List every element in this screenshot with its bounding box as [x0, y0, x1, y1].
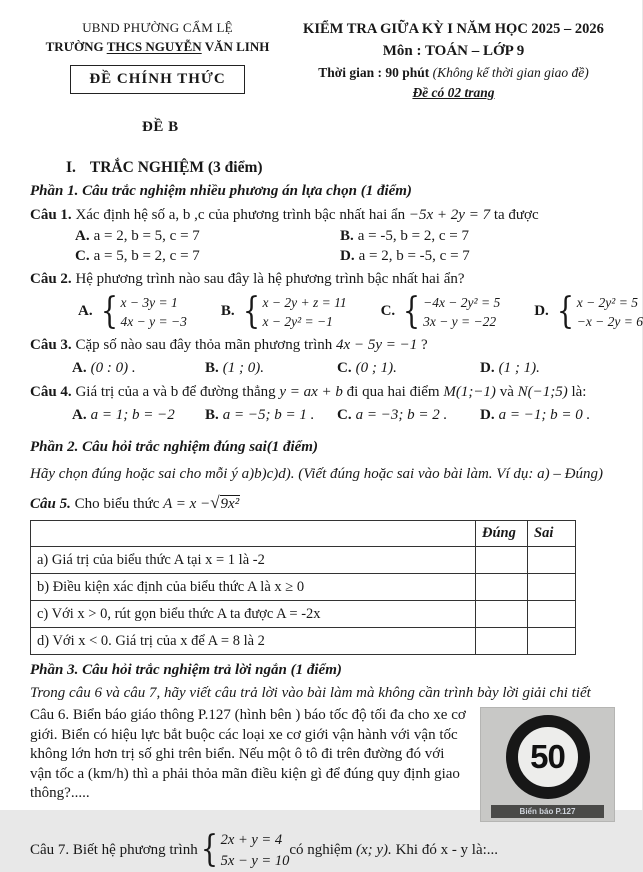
org2-post: VĂN LINH [201, 38, 270, 54]
system-a-eq2: 4x − y = −3 [120, 314, 187, 330]
question-2-text: Hệ phương trình nào sau đây là hệ phương trình bậc nhất hai ẩn? [71, 271, 465, 288]
true-false-table [30, 520, 576, 655]
system-a-eq1: x − 3y = 1 [120, 294, 178, 310]
option-3d-letter: D. [480, 360, 495, 377]
column-header-false: Sai [528, 521, 576, 547]
org-name-line1: UBND PHƯỜNG CẨM LỆ [82, 20, 233, 35]
question-7-eq2: 5x − y = 10 [220, 852, 290, 869]
column-header-true: Đúng [476, 521, 528, 547]
part2-instruction: Hãy chọn đúng hoặc sai cho mỗi ý a)b)c)d). (Viết đúng hoặc sai vào bài làm. Ví dụ: a) – Đúng) [30, 466, 603, 483]
pages-note: Đề có 02 trang [412, 84, 495, 100]
statement-a: a) Giá trị của biểu thức A tại x = 1 là -2 [31, 547, 476, 574]
option-1a-text: a = 2, b = 5, c = 7 [93, 228, 200, 245]
question-4-text-mid2: và [495, 383, 518, 400]
speed-limit-sign-image [481, 708, 614, 821]
option-1c [75, 247, 340, 267]
question-7-eq1: 2x + y = 4 [220, 831, 283, 848]
left-brace: { [556, 290, 574, 332]
question-3-options [30, 359, 614, 379]
header-left-org [30, 20, 285, 101]
question-7-solution-pair: (x; y). [356, 841, 392, 858]
question-7 [30, 830, 614, 872]
option-3d [480, 359, 614, 379]
question-6-label: Câu 6. [30, 707, 70, 724]
statement-c: c) Với x > 0, rút gọn biểu thức A ta được A = -2x [31, 601, 476, 628]
table-row [31, 628, 576, 655]
exam-title: KIỂM TRA GIỮA KỲ I NĂM HỌC 2025 – 2026 [303, 21, 604, 37]
org-name-line2 [30, 39, 285, 56]
option-1a-letter: A. [75, 228, 90, 245]
speed-limit-circle [506, 715, 590, 799]
option-3c-text: (0 ; 1). [355, 360, 397, 377]
question-7-text-mid: có nghiệm [289, 841, 356, 858]
part3-instruction: Trong câu 6 và câu 7, hãy viết câu trả lời vào bài làm mà không cần trình bày lời giải chi tiết [30, 684, 591, 701]
system-a-letter: A. [78, 303, 93, 320]
question-4 [30, 383, 614, 403]
document-header [30, 20, 614, 101]
system-option-b [220, 290, 347, 332]
time-italic: (Không kể thời gian giao đề) [432, 65, 589, 81]
option-4c-text: a = −3; b = 2 . [355, 407, 448, 424]
table-row [31, 574, 576, 601]
option-1c-text: a = 5, b = 2, c = 7 [93, 247, 200, 264]
option-1c-letter: C. [75, 247, 90, 264]
org2-underlined: THCS NGUYỄN [106, 38, 202, 54]
system-b-letter: B. [220, 303, 235, 320]
system-option-c [380, 290, 501, 332]
question-4-label: Câu 4. [30, 383, 72, 400]
option-4c [337, 406, 480, 426]
question-4-options [30, 406, 614, 426]
table-row [31, 547, 576, 574]
system-option-a [78, 290, 187, 332]
question-4-text-mid1: đi qua hai điểm [342, 383, 444, 400]
exam-code: ĐỀ B [142, 119, 179, 136]
system-c-eq1: −4x − 2y² = 5 [423, 294, 501, 310]
question-3-text-post: ? [417, 336, 428, 353]
sign-caption: Biển báo P.127 [491, 805, 604, 818]
option-3a [72, 359, 205, 379]
question-1-label: Câu 1. [30, 206, 72, 223]
question-3 [30, 336, 614, 356]
question-7-text-post: Khi đó x - y là:... [391, 841, 499, 858]
false-cell-d[interactable] [528, 628, 576, 655]
system-c-eq2: 3x − y = −22 [423, 314, 497, 330]
option-3b-text: (1 ; 0). [222, 360, 265, 377]
option-1d-text: a = 2, b = -5, c = 7 [358, 247, 470, 264]
question-4-math3: N(−1;5) [517, 383, 568, 400]
true-cell-c[interactable] [476, 601, 528, 628]
question-4-math2: M(1;−1) [443, 383, 496, 400]
question-7-tail [289, 841, 498, 861]
option-4a-text: a = 1; b = −2 [90, 407, 175, 424]
part3-heading: Phần 3. Câu hỏi trắc nghiệm trả lời ngắn (1 điểm) [30, 662, 342, 679]
system-b-eq2: x − 2y² = −1 [262, 314, 333, 330]
system-d-eq2: −x − 2y = 6 [576, 314, 643, 330]
option-4b-text: a = −5; b = 1 . [222, 407, 315, 424]
statement-d: d) Với x < 0. Giá trị của x để A = 8 là 2 [31, 628, 476, 655]
option-4b-letter: B. [205, 407, 219, 424]
option-1d-letter: D. [340, 247, 355, 264]
question-1-options [30, 227, 614, 266]
question-7-equations [221, 830, 290, 872]
left-brace: { [242, 290, 260, 332]
option-3c-letter: C. [337, 360, 352, 377]
official-exam-box: ĐỀ CHÍNH THỨC [70, 65, 244, 95]
part2-heading: Phần 2. Câu hỏi trắc nghiệm đúng sai(1 điểm) [30, 438, 318, 455]
question-2 [30, 270, 614, 290]
time-bold: Thời gian : 90 phút [318, 65, 433, 81]
option-3c [337, 359, 480, 379]
left-brace: { [100, 290, 118, 332]
table-row [31, 601, 576, 628]
radicand: 9x² [220, 495, 240, 512]
system-a-equations [121, 293, 187, 332]
option-4a [72, 406, 205, 426]
option-1b [340, 227, 614, 247]
option-4d [480, 406, 614, 426]
option-4d-text: a = −1; b = 0 . [498, 407, 591, 424]
question-7-label-wrap [30, 841, 198, 861]
system-option-d [534, 290, 643, 332]
question-5-formula [163, 492, 240, 512]
true-cell-b[interactable] [476, 574, 528, 601]
exam-time [293, 64, 614, 82]
question-4-text-pre: Giá trị của a và b để đường thẳng [71, 383, 280, 400]
option-3a-letter: A. [72, 360, 87, 377]
question-1 [30, 206, 614, 226]
question-4-text-post: là: [567, 383, 587, 400]
option-4d-letter: D. [480, 407, 495, 424]
statement-b: b) Điều kiện xác định của biểu thức A là x ≥ 0 [31, 574, 476, 601]
question-1-text-post: ta được [490, 206, 539, 223]
header-right-exam-info [285, 20, 614, 101]
speed-limit-value: 50 [530, 737, 565, 775]
system-d-eq1: x − 2y² = 5 [576, 294, 638, 310]
left-brace: { [200, 829, 218, 871]
radical-sign: √ [210, 492, 220, 512]
table-header-row [31, 521, 576, 547]
system-b-equations [263, 293, 347, 332]
org2-pre: TRƯỜNG [45, 38, 107, 54]
false-cell-b[interactable] [528, 574, 576, 601]
question-5-text: Cho biểu thức [70, 495, 164, 512]
true-cell-a[interactable] [476, 547, 528, 574]
section1-number: I. [66, 158, 76, 176]
question-4-math1: y = ax + b [279, 383, 343, 400]
section1-title [66, 158, 614, 178]
option-1d [340, 247, 614, 267]
question-3-equation: 4x − 5y = −1 [336, 336, 418, 353]
part1-heading: Phần 1. Câu trắc nghiệm nhiều phương án lựa chọn (1 điểm) [30, 183, 412, 200]
question-6-text: Biển báo giáo thông P.127 (hình bên ) báo tốc độ tối đa cho xe cơ giới. Biển có hiệu lực bắt buộc các loại xe cơ giới vận hành với vận tốc không lớn hơn trị số ghi trên biển. Nếu một ô tô đi trên đường đó với vận tốc a (km/h) thì a phải thỏa mãn điều kiện gì để đúng quy định giao thông?..... [30, 707, 466, 802]
question-2-label: Câu 2. [30, 271, 72, 288]
section1-text: TRẮC NGHIỆM (3 điểm) [89, 158, 263, 176]
option-1b-letter: B. [340, 228, 354, 245]
question-5 [30, 492, 614, 515]
formula-pre: A = x − [163, 495, 211, 512]
statement-header-empty [31, 521, 476, 547]
question-7-label: Câu 7. [30, 841, 70, 858]
system-b-eq1: x − 2y + z = 11 [262, 294, 347, 310]
system-c-equations [423, 293, 500, 332]
false-cell-a[interactable] [528, 547, 576, 574]
question-7-text-pre: Biết hệ phương trình [69, 841, 198, 858]
option-4a-letter: A. [72, 407, 87, 424]
question-1-equation: −5x + 2y = 7 [408, 206, 491, 223]
option-1a [75, 227, 340, 247]
true-cell-d[interactable] [476, 628, 528, 655]
question-6 [30, 706, 614, 817]
option-3b-letter: B. [205, 360, 219, 377]
question-3-label: Câu 3. [30, 336, 72, 353]
exam-subject: Môn : TOÁN – LỚP 9 [382, 42, 525, 59]
left-brace: { [403, 290, 421, 332]
question-1-text-pre: Xác định hệ số a, b ,c của phương trình bậc nhất hai ẩn [71, 206, 409, 223]
system-c-letter: C. [380, 303, 396, 320]
option-4c-letter: C. [337, 407, 352, 424]
question-5-label: Câu 5. [30, 495, 71, 512]
option-3b [205, 359, 337, 379]
system-d-equations [577, 293, 643, 332]
question-7-system [198, 830, 290, 872]
question-3-text-pre: Cặp số nào sau đây thỏa mãn phương trình [71, 336, 337, 353]
option-3a-text: (0 : 0) . [90, 360, 136, 377]
question-2-systems [30, 290, 643, 332]
option-1b-text: a = -5, b = 2, c = 7 [357, 228, 469, 245]
option-4b [205, 406, 337, 426]
system-d-letter: D. [534, 303, 549, 320]
option-3d-text: (1 ; 1). [498, 360, 540, 377]
false-cell-c[interactable] [528, 601, 576, 628]
